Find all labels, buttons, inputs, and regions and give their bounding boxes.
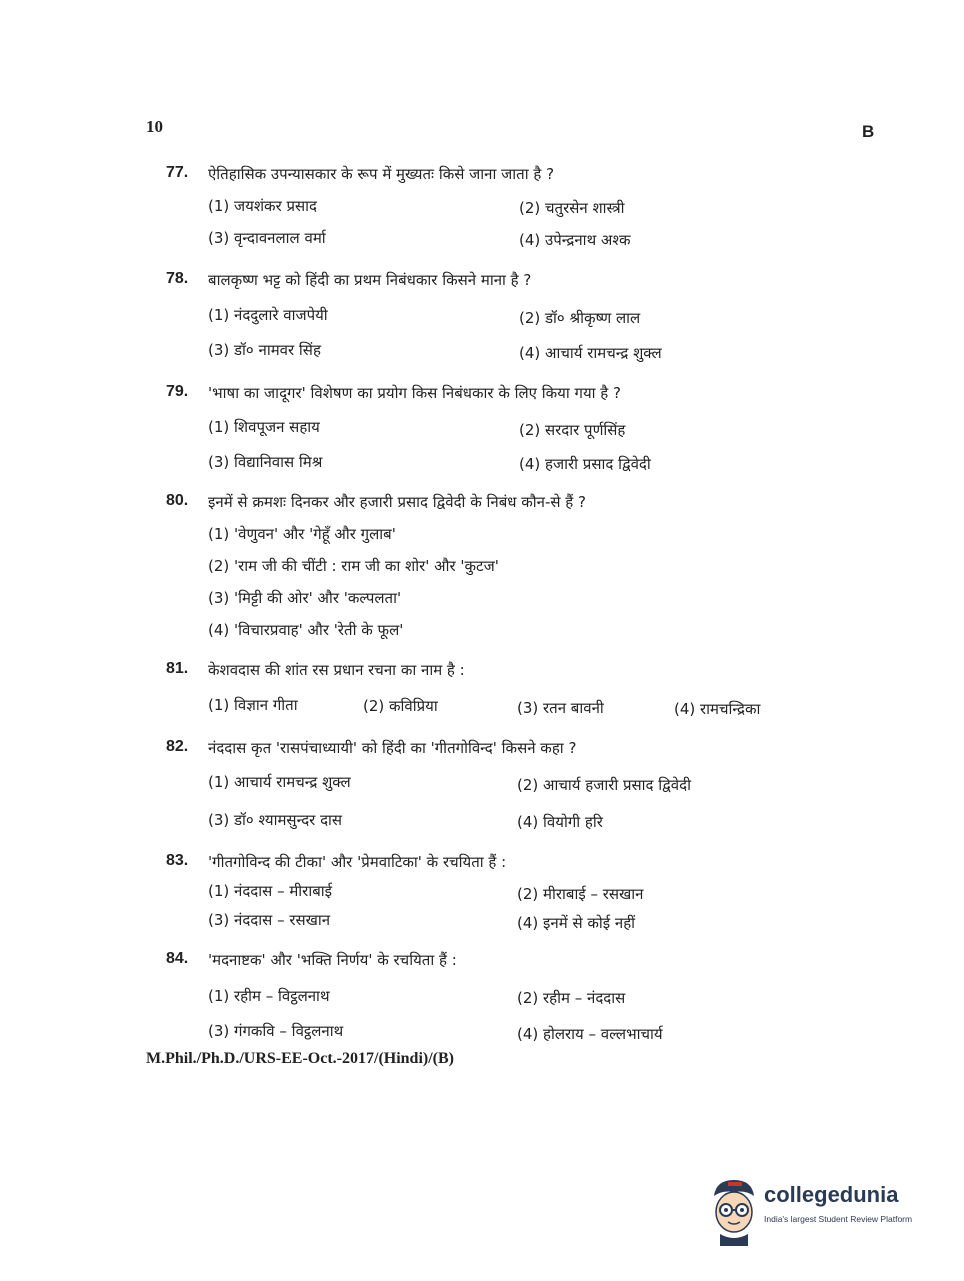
question-text: 'गीतगोविन्द की टीका' और 'प्रेमवाटिका' के रचयिता हैं : [208,853,507,871]
footer-code: M.Phil./Ph.D./URS-EE-Oct.-2017/(Hindi)/(B) [146,1050,454,1067]
option: (3) रतन बावनी [517,699,604,717]
option: (4) होलराय – वल्लभाचार्य [517,1025,663,1043]
set-letter: B [862,122,875,141]
option: (3) डॉ० श्यामसुन्दर दास [208,811,343,829]
option: (1) विज्ञान गीता [208,696,298,714]
option: (1) आचार्य रामचन्द्र शुक्ल [208,773,351,791]
question-number: 81. [166,660,189,677]
option: (2) डॉ० श्रीकृष्ण लाल [519,309,641,327]
option: (1) नंददास – मीराबाई [208,882,333,900]
option: (1) जयशंकर प्रसाद [208,197,317,215]
option: (4) हजारी प्रसाद द्विवेदी [519,455,651,473]
option: (2) सरदार पूर्णसिंह [519,421,626,439]
logo-name: collegedunia [764,1182,899,1207]
question-text: 'मदनाष्टक' और 'भक्ति निर्णय' के रचयिता हैं : [208,951,457,969]
option: (3) नंददास – रसखान [208,911,331,929]
option: (1) रहीम – विट्ठलनाथ [208,987,330,1005]
option: (4) उपेन्द्रनाथ अश्क [519,231,631,249]
question-text: केशवदास की शांत रस प्रधान रचना का नाम है : [208,661,465,679]
option: (2) रहीम – नंददास [517,989,626,1007]
option: (3) विद्यानिवास मिश्र [208,453,323,471]
option: (4) वियोगी हरि [517,813,603,831]
option: (4) आचार्य रामचन्द्र शुक्ल [519,344,662,362]
option: (3) डॉ० नामवर सिंह [208,341,321,359]
option: (3) 'मिट्टी की ओर' और 'कल्पलता' [208,589,402,607]
question-text: ऐतिहासिक उपन्यासकार के रूप में मुख्यतः किसे जाना जाता है ? [208,165,555,183]
question-number: 78. [166,270,189,287]
option: (4) 'विचारप्रवाह' और 'रेती के फूल' [208,621,404,639]
option: (2) आचार्य हजारी प्रसाद द्विवेदी [517,776,691,794]
collegedunia-logo [706,1176,938,1246]
option: (2) कविप्रिया [363,697,438,715]
option: (1) 'वेणुवन' और 'गेहूँ और गुलाब' [208,525,396,543]
option: (4) रामचन्द्रिका [674,700,761,718]
logo-tagline: India's largest Student Review Platform [764,1214,913,1224]
option: (1) शिवपूजन सहाय [208,418,320,436]
question-text: इनमें से क्रमशः दिनकर और हजारी प्रसाद द्विवेदी के निबंध कौन-से हैं ? [208,493,587,511]
student-face-icon [706,1176,762,1246]
question-number: 83. [166,852,189,869]
question-number: 79. [166,383,189,400]
question-number: 82. [166,738,189,755]
question-number: 84. [166,950,189,967]
question-text: बालकृष्ण भट्ट को हिंदी का प्रथम निबंधकार किसने माना है ? [208,271,532,289]
option: (3) गंगकवि – विट्ठलनाथ [208,1022,344,1040]
option: (2) 'राम जी की चींटी : राम जी का शोर' और 'कुटज' [208,557,499,575]
page-number: 10 [146,117,163,136]
option: (1) नंददुलारे वाजपेयी [208,306,328,324]
option: (3) वृन्दावनलाल वर्मा [208,229,326,247]
option: (4) इनमें से कोई नहीं [517,914,636,932]
question-text: 'भाषा का जादूगर' विशेषण का प्रयोग किस निबंधकार के लिए किया गया है ? [208,384,621,402]
option: (2) चतुरसेन शास्त्री [519,199,625,217]
question-number: 80. [166,492,189,509]
option: (2) मीराबाई – रसखान [517,885,644,903]
question-text: नंददास कृत 'रासपंचाध्यायी' को हिंदी का 'गीतगोविन्द' किसने कहा ? [208,739,577,757]
question-number: 77. [166,164,189,181]
